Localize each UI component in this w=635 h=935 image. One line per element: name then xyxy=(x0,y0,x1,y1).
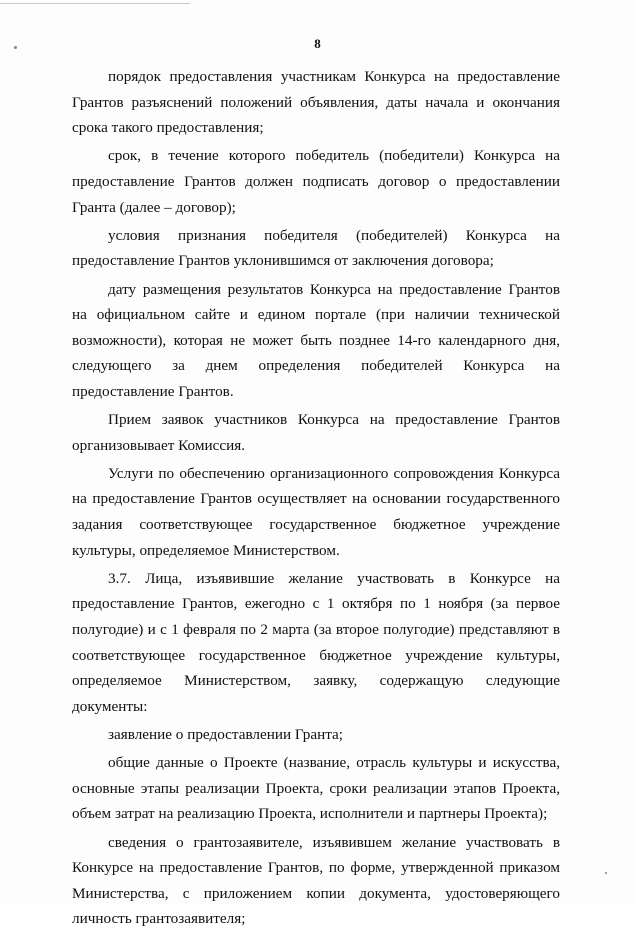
document-body xyxy=(72,64,560,935)
paragraph: срок, в течение которого победитель (победители) Конкурса на предоставление Грантов должен подписать договор о предоставлении Гранта (далее – договор); xyxy=(72,147,560,216)
scan-edge-line xyxy=(0,3,190,4)
paragraph: условия признания победителя (победителей) Конкурса на предоставление Грантов уклонившимся от заключения договора; xyxy=(72,226,560,270)
page-number: 8 xyxy=(314,36,321,51)
paragraph: общие данные о Проекте (название, отрасль культуры и искусства, основные этапы реализации Проекта, сроки реализации этапов Проекта, объем затрат на реализацию Проекта, исполнители и партнеры Проекта); xyxy=(72,754,560,823)
paragraph: Услуги по обеспечению организационного сопровождения Конкурса на предоставление Грантов осуществляет на основании государственного задания соответствующее государственное бюджетное учреждение культуры, определяемое Министерством. xyxy=(72,464,560,559)
paragraph: 3.7. Лица, изъявившие желание участвовать в Конкурсе на предоставление Грантов, ежегодно с 1 октября по 1 ноября (за первое полугодие) и с 1 февраля по 2 марта (за второе полугодие) представляют в соответствующее государственное бюджетное учреждение культуры, определяемое Министерством, заявку, содержащую следующие документы: xyxy=(72,569,560,715)
paragraph: Прием заявок участников Конкурса на предоставление Грантов организовывает Комиссия. xyxy=(72,411,560,454)
paragraph: дату размещения результатов Конкурса на предоставление Грантов на официальном сайте и едином портале (при наличии технической возможности), которая не может быть позднее 14-го календарного дня, следующего за днем определения победителей Конкурса на предоставление Грантов. xyxy=(72,280,560,400)
scan-speck xyxy=(605,872,607,874)
paragraph: сведения о грантозаявителе, изъявившем желание участвовать в Конкурсе на предоставление Грантов, по форме, утвержденной приказом Министерства, с приложением копии документа, удостоверяющего личность грантозаявителя; xyxy=(72,833,560,928)
paragraph: порядок предоставления участникам Конкурса на предоставление Грантов разъяснений положений объявления, даты начала и окончания срока такого предоставления; xyxy=(72,68,560,137)
paragraph: заявление о предоставлении Гранта; xyxy=(108,726,344,743)
